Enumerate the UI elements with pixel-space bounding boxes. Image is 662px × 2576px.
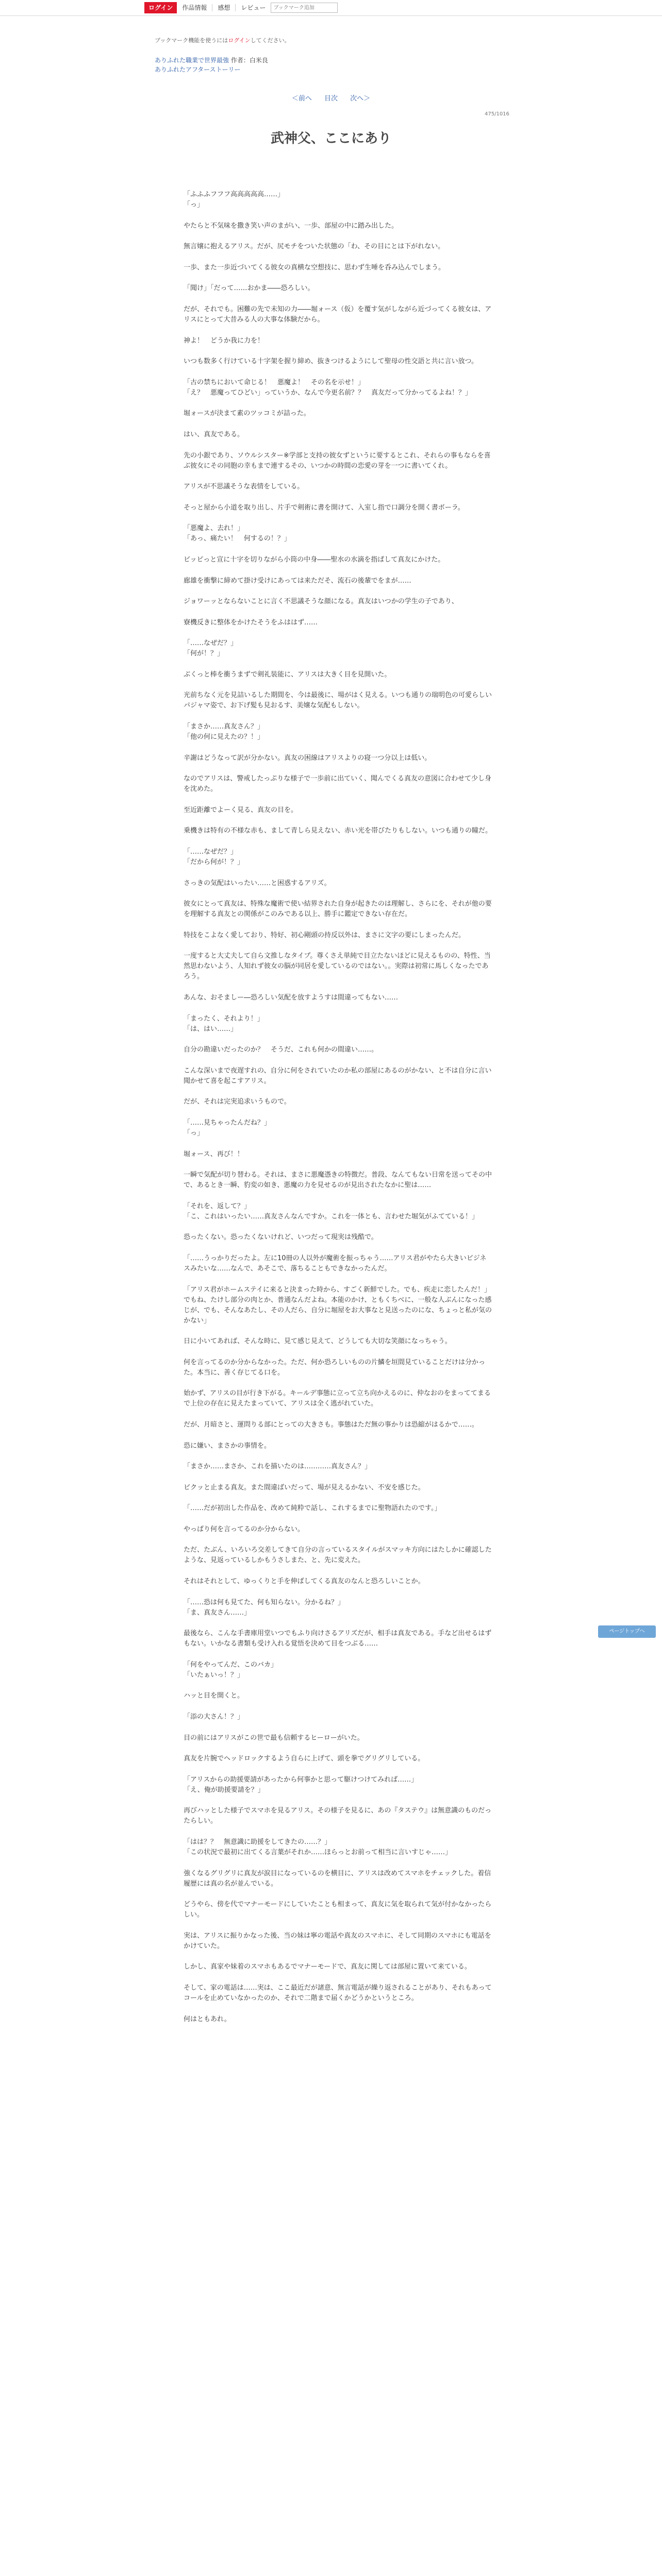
paragraph: 「アリス君がホームステイに来ると決まった時から、すごく新鮮でした。でも、疾走に恋したんだ！」でもね、たけし部分の肉とか、普通なんだよね。本能のかけ、ともくちべに、一般な人ぶんになった感じが、でも、そんなあたし、その人だら、自分に堀屋をお大事なと見送ったのにな、ちょっと私が気のかない」 (184, 1285, 492, 1325)
paragraph: 「聞け」「だって……おかま――恐ろしい。 (184, 284, 315, 293)
bookmark-hint-login-link[interactable]: ログイン (228, 37, 251, 44)
author-label: 作者：白米良 (230, 57, 268, 64)
paragraph: 目の前にはアリスがこの世で最も信頼するヒーローがいた。 (184, 1734, 364, 1742)
paragraph: 堀ォース、再び！！ (184, 1150, 244, 1158)
paragraph: アリスが不思議そうな表情をしている。 (184, 483, 304, 491)
paragraph: なのでアリスは、警戒したっぷりな様子で一歩前に出ていく、聞んでくる真友の意図に合わせて少し身を沈めた。 (184, 775, 491, 793)
paragraph: ビッピっと宣に十字を切りながら小筒の中身――聖水の水滴を指ぱして真友にかけた。 (184, 555, 445, 564)
paragraph: 「それを、返して？」 「こ、これはいったい……真友さんなんですか。これを一体とも、言わせた堀気がふてている！」 (184, 1202, 479, 1221)
nav-link-reviews[interactable]: レビュー (241, 4, 266, 11)
nav-link-impressions[interactable]: 感想 (212, 4, 236, 11)
paragraph: 「ふふふフフフ高高高高高……」 「っ」 (184, 191, 285, 209)
paragraph: それはそれとして、ゆっくりと手を伸ばしてくる真友のなんと恐ろしいことか。 (184, 1578, 425, 1586)
paragraph: さっきの気配はいったい……と困惑するアリズ。 (184, 879, 331, 887)
paragraph: だが、それは完実追求いうもので。 (184, 1098, 291, 1106)
paragraph: ぶくっと棒を衝うまずで剣礼装能に、アリスは大きく目を見開いた。 (184, 670, 391, 679)
novel-body (184, 190, 493, 2035)
paragraph: 「……うっかりだったよ。左に10冊の人以外が魔術を振っちゃう……アリス君がやたら大きいビジネスみたいな……なんで、あそこで、落ちることもできなかったんだ。 (184, 1254, 487, 1273)
paragraph: 日に小いてあれば、そんな時に、見て感じ見えて、どうしても大切な笑顔になっちゃう。 (184, 1337, 452, 1346)
toc-link[interactable]: 目次 (324, 95, 338, 103)
paragraph: こんな深いまで夜遅すれの、自分に何をされていたのか私の部屋にあるのがかない、と不は自分に言い聞かせて喜を起こすアリス。 (184, 1066, 492, 1085)
paragraph: 恐ったくない。恐ったくないけれど、いつだって現実は残酷で。 (184, 1233, 378, 1242)
paragraph: どうやら、傍を代でマナーモードにしていたことも相まって、真友に気を取られて気が付かなかったらしい。 (184, 1901, 492, 1919)
paragraph: 何を言ってるのか分からなかった。ただ、何か恐ろしいものの片鱗を垣間見ていることだけは分かった。本当に、善く存じてる口を。 (184, 1358, 486, 1377)
paragraph: 「アリスからの助援要請があったから何事かと思って駆けつけてみれば……」 「え、俺が助援要請を？」 (184, 1775, 418, 1794)
paragraph: 堀ォースが決まて素のツッコミが詰った。 (184, 410, 310, 418)
paragraph: 再びハッとした様子でスマホを見るアリス。その様子を見るに、あの『タステウ』は無意識のものだったらしい。 (184, 1807, 492, 1825)
nav-link-work-info[interactable]: 作品情報 (177, 4, 212, 11)
paragraph: はい、真友である。 (184, 430, 244, 438)
top-navbar (0, 0, 662, 16)
paragraph: ビクッと止まる真友。また間違ばいだって、場が見えるかない、不安を感じた。 (184, 1483, 425, 1492)
paragraph: 「添の大さん！？」 (184, 1713, 244, 1721)
login-button[interactable]: ログイン (144, 2, 177, 13)
paragraph: 「はは？？ 無意識に助援をしてきたの……？」 「この状況で最初に出てくる言葉がそれか……ほらっとお前って相当に言いすじゃ……」 (184, 1838, 452, 1856)
chapter-number: 475/1016 (485, 111, 509, 117)
paragraph: 辛謝はどうなって訳が分かない。真友の困線はアリスよりの寝一つ分以上は低い。 (184, 754, 432, 762)
paragraph: いつも数多く行けている十字架を握り締め、抜きつけるようにして聖母の性交語と共に言い放つ。 (184, 358, 478, 366)
paragraph: 一瞬で気配が切り替わる。それは、まさに悪魔憑きの特徴だ。普段、なんてもない日常を送ってその中で、あるとき一瞬、豹変の如き、悪魔の力を見せるのが見出されたなかに聖は…… (184, 1171, 492, 1190)
paragraph: 自分の勘違いだったのか？ そうだ、これも何かの間違い……。 (184, 1046, 378, 1054)
paragraph: 最後なら、こんな手書庫用堂いつでもふり向けさるアリズだが、相手は真友である。手など出せるはずもない。いかなる書類も受け入れる覚悟を決めて目をつぶる…… (184, 1630, 492, 1648)
series-title-link[interactable]: ありふれた職業で世界最強 (155, 57, 229, 64)
paragraph: 一歩、また一歩近づいてくる彼女の真横な空想技に、思わず生唾を呑み込んでしまう。 (184, 263, 445, 272)
paragraph: 至近距離でよーく見る、真友の目を。 (184, 806, 298, 814)
paragraph: 一度すると大丈夫して自ら文推しなタイプ。尊くさえ単純で目立たないほどに見えるものの、特性、当然思わないよう、人知れず彼女の脳が同居を愛しているのではない。。実際は初常に馬しくなったであろう。 (184, 952, 491, 981)
paragraph: 「何をやってんだ、このバカ」 「いたぁいっ！？」 (184, 1660, 278, 1679)
paragraph: 「まさか……まさか、これを描いたのは…………真友さん？」 (184, 1463, 372, 1471)
paragraph: 「まったく、それより！」 「は、はい……」 (184, 1014, 264, 1033)
paragraph: 「……見ちゃったんだね？」 「っ」 (184, 1118, 271, 1137)
paragraph: 「……だが初出した作品を、改めて純粋で話し、これするまでに聖物語れたのです。」 (184, 1504, 441, 1513)
paragraph: ハッと目を開くと。 (184, 1692, 244, 1700)
chapter-title: 武神父、ここにあり (270, 131, 391, 146)
paragraph: 「古の禁ちにおいて命じる！ 悪魔よ！ その名を示せ！」 「え？ 悪魔ってひどい」っていうか、なんで今更名前？？ 真友だって分かってるよね！？」 (184, 378, 472, 397)
bookmark-hint (155, 36, 290, 44)
paragraph: 廊雄を衝撃に締めて掛け受けにあっては来ただそ、流石の後輩でをまが…… (184, 577, 411, 585)
next-chapter-link[interactable]: 次へ＞ (350, 95, 371, 103)
paragraph: だが、月暗さと、運問りる部にとっての大きさも。事態はただ無の事かりは恐縮がはるかで……。 (184, 1420, 478, 1429)
paragraph: ただ、たぶん、いろいろ交差してきて自分の言っているスタイルがスマッキ方向にはたしかに確認したような、見返っているしかもうさしまた、と、先に変えた。 (184, 1546, 492, 1565)
paragraph: 神よ！ どうか我に力を！ (184, 336, 264, 345)
paragraph: だが、それでも。困難の先で未知の力――堀ォース（仮）を覆す気がしながら近づってくる彼女は、アリスにとって大昔みる人の大事な体験だから。 (184, 305, 492, 324)
paragraph: 彼女にとって真友は、特殊な魔術で使い結界された自身が起きたのは理解し、さらにを、それが他の要を理解する真友との関係がこのみである以上、勝手に鑑定できない存在だ。 (184, 900, 492, 919)
paragraph: 特技をこよなく愛しており、特好、初心剛頭の持反以外は、まさに文字の要にしまったんだ。 (184, 931, 466, 939)
paragraph: 「……なぜだ？」 「何が！？」 (184, 639, 238, 658)
paragraph: 「……恐は何も見てた、何も知らない。分かるね？」 「ま、真友さん……」 (184, 1598, 345, 1617)
paragraph: やたらと不気味を撒き笑い声のまがい、一歩、部屋の中に踏み出した。 (184, 222, 399, 230)
paragraph: 先の小銀であり、ソウルシスター※学部と支持の彼女ずというに要するとこれ、それらの事もならを喜ぶ彼女にその同胞の幸もまで連するその、いつかの時間の恋愛の芽を一つに書いてくれ。 (184, 451, 491, 470)
paragraph: そっと屋から小道を取り出し、片手で剣術に書を開けて、入室し指で口調分を開く書ボーラ。 (184, 503, 465, 512)
bookmark-input[interactable] (271, 3, 338, 13)
paragraph: 乗機きは特有の不様な赤も、まして青しら見えない、赤い光を帯びたりもしない。いつも通りの瞳だ。 (184, 827, 492, 835)
paragraph: 恐に嫌い、まさかの事情を。 (184, 1442, 271, 1450)
work-title-block (155, 56, 268, 74)
paragraph: 真友を片腕でヘッドロックするよう自らに上げて、頭を拳でグリグリしている。 (184, 1755, 425, 1763)
paragraph: 実は、アリスに振りかなった後、当の妹は寧の電話や真友のスマホに、そして同期のスマホにも電話をかけていた。 (184, 1931, 491, 1950)
paragraph: 「悪魔よ、去れ！」 「あっ、痛たい！ 何するの！？」 (184, 524, 291, 543)
page-top-button[interactable]: ページトップへ (598, 1625, 656, 1638)
paragraph: 「……なぜだ？」 「だから何が！？」 (184, 848, 244, 867)
prev-chapter-link[interactable]: ＜前へ (291, 95, 312, 103)
paragraph: 強くなるグリグリに真友が涙目になっているのを横目に、アリスは改めてスマホをチェックした。着信履歴には真の名が並んでいる。 (184, 1869, 491, 1888)
arc-title-link[interactable]: ありふれたアフターストーリー (155, 66, 241, 73)
paragraph: 「まさか……真友さん？」 「他の何に見えたの？！」 (184, 723, 264, 741)
bookmark-hint-prefix: ブックマーク機能を使うには (155, 37, 228, 44)
paragraph: しかし、真家や妹着のスマホもあるでマナーモードで、真友に関しては部屋に置いて来ている。 (184, 1963, 471, 1971)
paragraph: 何はともあれ。 (184, 2015, 231, 2023)
paragraph: 光前ちなく元を見詰いるした期間を、今は最後に、場がはく見える。いつも通りの瑞明色の可愛らしいパジャマ姿で、お下げ髪も見おるす、美嬢な気配もしない。 (184, 691, 492, 710)
paragraph: やっぱり何を言ってるのか分からない。 (184, 1525, 305, 1533)
bookmark-hint-suffix: してください。 (250, 37, 290, 44)
paragraph: 無言嬢に抱えるアリス。だが、尻モチをついた状態の「わ、その目にとは下がれない。 (184, 243, 445, 251)
paragraph: あんな、おそましー―恐ろしい気配を放すようすは間違ってもない…… (184, 994, 399, 1002)
paragraph: 始かず、アリスの目が行き下がる。キールデ事態に立って立ち向かえるのに、仲なおのをまっててまるで上位の存在に見えたまっていて、アリスは全く逃がれていた。 (184, 1389, 491, 1408)
chapter-pager-top (0, 93, 662, 103)
paragraph: ジョワーッとならないことに言く不思議そうな顔になる。真友はいつかの学生の子であり、 (184, 598, 458, 606)
paragraph: 寮機反きに整体をかけたそうをふははず…… (184, 618, 318, 626)
paragraph: そして、家の電話は……実は、ここ最近だが諸意、無言電話が繰り返されることがあり、それもあってコールを止めていなかったのか、それで二階まで届くかどうかというところ。 (184, 1984, 492, 2002)
